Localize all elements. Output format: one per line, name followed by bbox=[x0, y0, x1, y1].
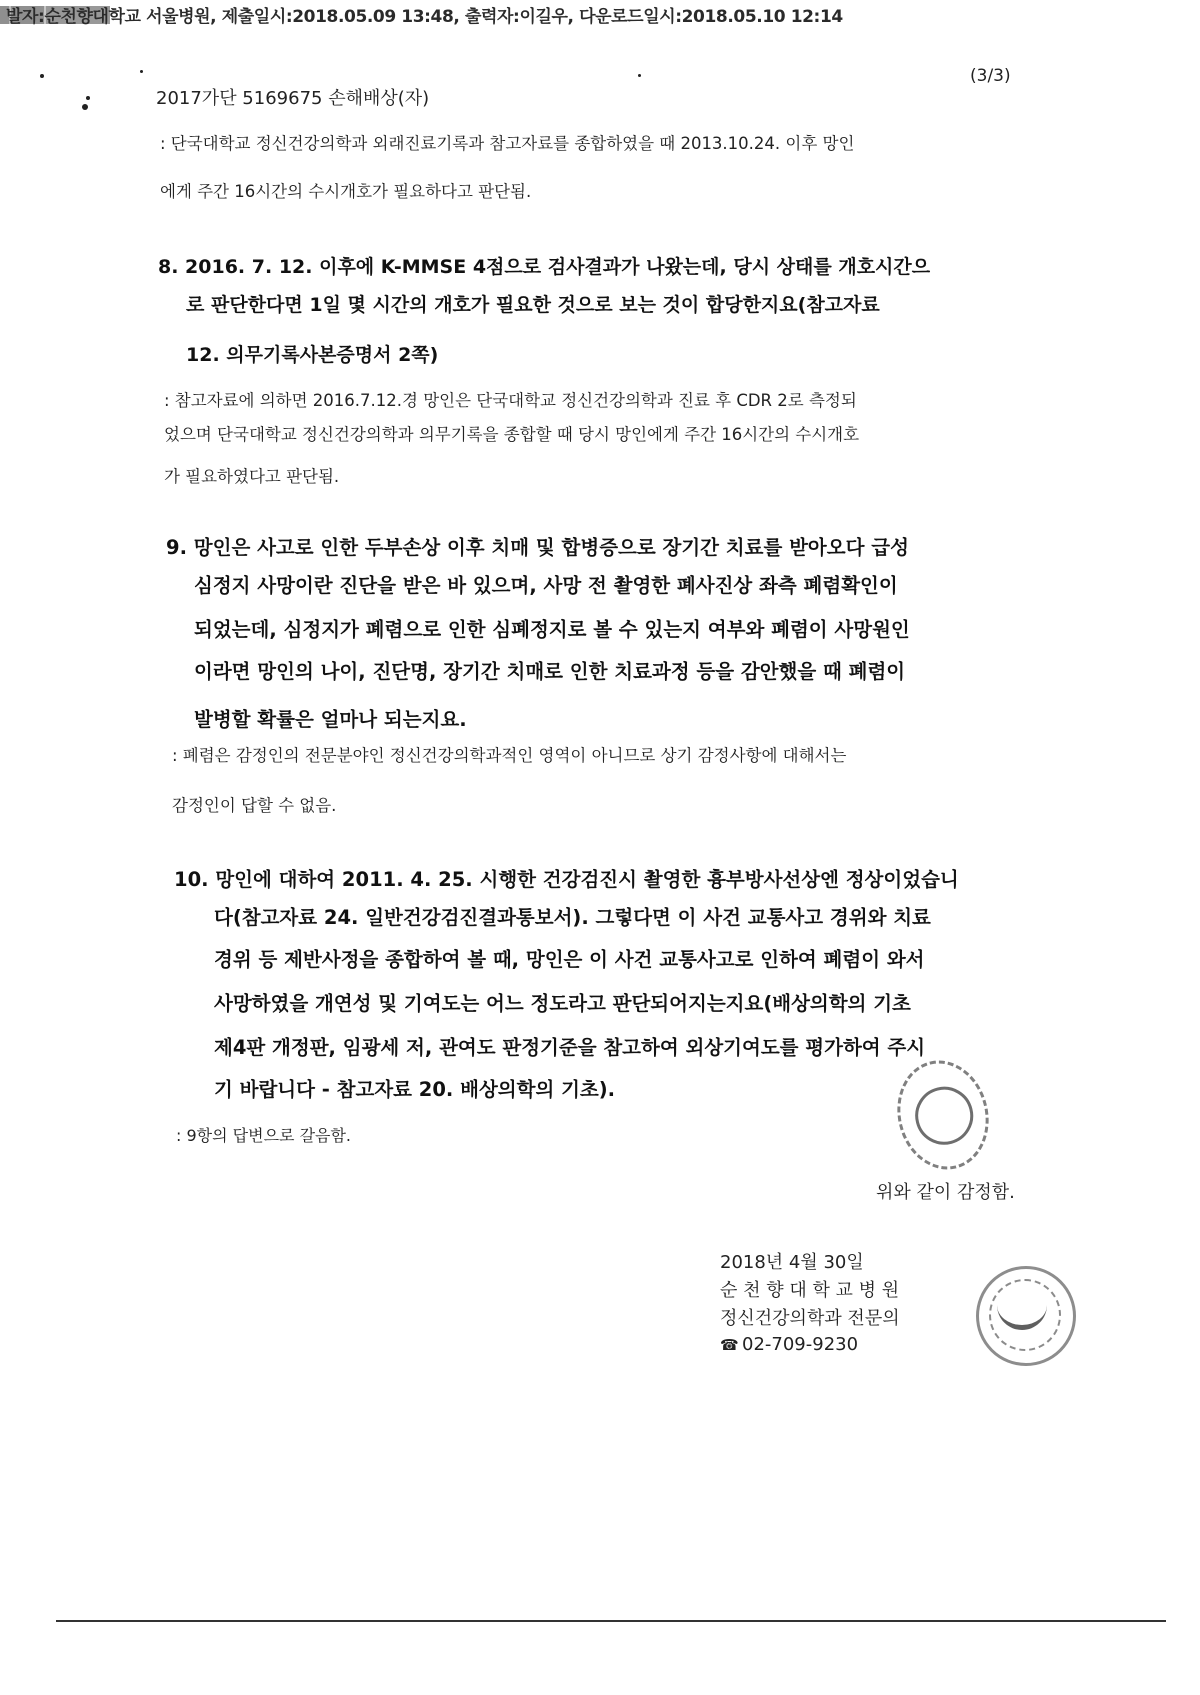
answer-9-line: : 폐렴은 감정인의 전문분야인 정신건강의학과적인 영역이 아니므로 상기 감정사항에 대해서는 bbox=[172, 746, 847, 765]
question-10-line: 기 바랍니다 - 참고자료 20. 배상의학의 기초). bbox=[214, 1078, 616, 1101]
question-9-line: 발병할 확률은 얼마나 되는지요. bbox=[194, 708, 467, 731]
question-10-line: 10. 망인에 대하여 2011. 4. 25. 시행한 건강검진시 촬영한 흉부방사선상엔 정상이었습니 bbox=[174, 868, 959, 891]
question-9-line: 되었는데, 심정지가 폐렴으로 인한 심폐정지로 볼 수 있는지 여부와 폐렴이 사망원인 bbox=[194, 618, 910, 641]
answer-8-line: 가 필요하였다고 판단됨. bbox=[164, 467, 340, 486]
case-number: 2017가단 5169675 손해배상(자) bbox=[156, 88, 430, 109]
official-seal bbox=[886, 1051, 1000, 1180]
signature-phone: 02-709-9230 bbox=[742, 1334, 859, 1355]
answer-10-line: : 9항의 답변으로 갈음함. bbox=[176, 1126, 352, 1145]
signature-date: 2018년 4월 30일 bbox=[720, 1252, 864, 1273]
question-8-line: 12. 의무기록사본증명서 2쪽) bbox=[186, 344, 439, 366]
doctor-seal bbox=[976, 1266, 1076, 1366]
answer-8-line: 었으며 단국대학교 정신건강의학과 의무기록을 종합할 때 당시 망인에게 주간 16시간의 수시개호 bbox=[164, 425, 860, 444]
signature-hospital: 순 천 향 대 학 교 병 원 bbox=[720, 1280, 900, 1301]
answer-9-line: 감정인이 답할 수 없음. bbox=[172, 796, 337, 815]
scan-speck bbox=[82, 104, 88, 110]
question-10-line: 경위 등 제반사정을 종합하여 볼 때, 망인은 이 사건 교통사고로 인하여 폐렴이 와서 bbox=[214, 948, 925, 971]
intro-answer-line: : 단국대학교 정신건강의학과 외래진료기록과 참고자료를 종합하였을 때 2013.10.24. 이후 망인 bbox=[160, 134, 855, 153]
print-header bbox=[0, 0, 1200, 40]
question-10-line: 다(참고자료 24. 일반건강검진결과통보서). 그렇다면 이 사건 교통사고 경위와 치료 bbox=[214, 906, 931, 929]
question-9-line: 심정지 사망이란 진단을 받은 바 있으며, 사망 전 촬영한 폐사진상 좌측 폐렴확인이 bbox=[194, 574, 898, 597]
answer-8-line: : 참고자료에 의하면 2016.7.12.경 망인은 단국대학교 정신건강의학과 진료 후 CDR 2로 측정되 bbox=[164, 391, 857, 410]
question-9-line: 이라면 망인의 나이, 진단명, 장기간 치매로 인한 치료과정 등을 감안했을 때 폐렴이 bbox=[194, 660, 906, 683]
phone-icon: ☎ bbox=[720, 1336, 739, 1354]
signature-phone-row bbox=[720, 1334, 858, 1355]
signature-department: 정신건강의학과 전문의 bbox=[720, 1308, 900, 1329]
scan-speck bbox=[40, 74, 44, 78]
question-10-line: 사망하였을 개연성 및 기여도는 어느 정도라고 판단되어지는지요(배상의학의 기초 bbox=[214, 992, 911, 1015]
intro-answer-line: 에게 주간 16시간의 수시개호가 필요하다고 판단됨. bbox=[160, 182, 532, 201]
question-9-line: 9. 망인은 사고로 인한 두부손상 이후 치매 및 합병증으로 장기간 치료를 받아오다 급성 bbox=[166, 536, 909, 559]
question-8-line: 8. 2016. 7. 12. 이후에 K-MMSE 4점으로 검사결과가 나왔는데, 당시 상태를 개호시간으 bbox=[158, 256, 931, 278]
closing-statement: 위와 같이 감정함. bbox=[876, 1182, 1015, 1203]
print-info: 발자:순천향대학교 서울병원, 제출일시:2018.05.09 13:48, 출력자:이길우, 다운로드일시:2018.05.10 12:14 bbox=[6, 7, 843, 27]
page-number: (3/3) bbox=[970, 66, 1011, 86]
scan-speck bbox=[86, 96, 90, 100]
question-8-line: 로 판단한다면 1일 몇 시간의 개호가 필요한 것으로 보는 것이 합당한지요(참고자료 bbox=[186, 294, 880, 316]
footer-rule bbox=[56, 1620, 1166, 1622]
scan-speck bbox=[638, 74, 641, 77]
scan-speck bbox=[140, 70, 143, 73]
question-10-line: 제4판 개정판, 임광세 저, 관여도 판정기준을 참고하여 외상기여도를 평가하여 주시 bbox=[214, 1036, 926, 1059]
seal-ring bbox=[909, 1081, 979, 1151]
